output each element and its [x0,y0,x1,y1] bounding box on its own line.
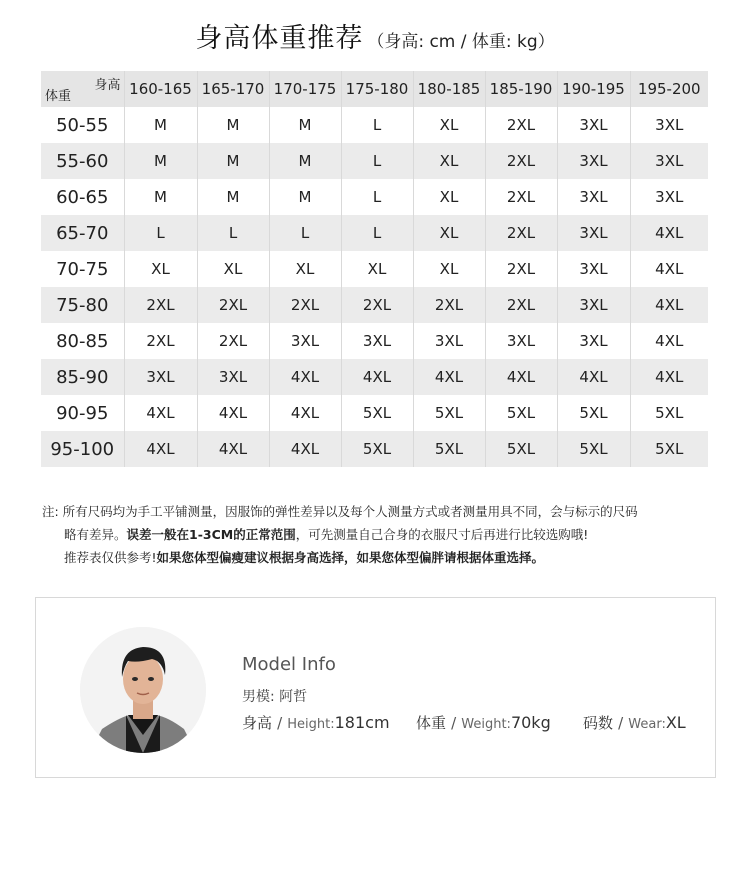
height-column-header: 195-200 [630,71,708,107]
size-cell: 5XL [413,431,485,467]
weight-range-cell: 55-60 [41,143,124,179]
size-cell: 5XL [630,395,708,431]
size-cell: 2XL [485,107,557,143]
size-cell: 4XL [630,287,708,323]
size-cell: XL [413,179,485,215]
weight-value: 70kg [510,713,551,732]
table-row [41,179,708,215]
size-cell: M [124,107,197,143]
corner-weight-label: 体重 [45,89,72,104]
size-cell: XL [124,251,197,287]
size-cell: 3XL [557,107,630,143]
size-cell: L [341,143,413,179]
size-cell: M [197,179,269,215]
model-info-card [35,597,716,778]
size-cell: 4XL [630,359,708,395]
height-value: 181cm [334,713,390,732]
size-cell: 5XL [341,395,413,431]
size-cell: 5XL [630,431,708,467]
size-cell: 5XL [413,395,485,431]
size-cell: XL [197,251,269,287]
size-cell: 4XL [197,431,269,467]
weight-range-cell: 80-85 [41,323,124,359]
size-cell: 3XL [630,179,708,215]
weight-range-cell: 50-55 [41,107,124,143]
table-row [41,107,708,143]
size-cell: 2XL [485,143,557,179]
note-line-2-rest: ，可先测量自己合身的衣服尺寸后再进行比较选购哦! [295,527,589,542]
size-cell: 4XL [124,395,197,431]
model-measurements [242,712,712,733]
size-cell: 5XL [485,395,557,431]
size-cell: 3XL [197,359,269,395]
size-cell: 4XL [269,359,341,395]
weight-range-cell: 90-95 [41,395,124,431]
weight-label: 体重 [416,714,447,732]
size-cell: 4XL [269,431,341,467]
size-cell: L [124,215,197,251]
size-cell: 3XL [557,287,630,323]
size-cell: 4XL [413,359,485,395]
size-cell: 3XL [557,251,630,287]
size-cell: M [124,179,197,215]
table-row [41,143,708,179]
size-cell: M [197,107,269,143]
page-title [0,16,750,55]
model-height [242,712,416,733]
table-row [41,395,708,431]
size-cell: 3XL [269,323,341,359]
weight-range-cell: 85-90 [41,359,124,395]
size-cell: 2XL [413,287,485,323]
weight-range-cell: 75-80 [41,287,124,323]
model-wear [583,712,686,733]
note-line-2-bold: 误差一般在1-3CM的正常范围 [126,527,296,542]
size-cell: 4XL [124,431,197,467]
weight-en-label: Weight: [461,717,511,732]
height-label: 身高 [242,714,273,732]
table-row [41,215,708,251]
size-cell: 2XL [197,287,269,323]
height-en-label: Height: [287,717,335,732]
size-cell: 4XL [630,323,708,359]
size-cell: 5XL [557,431,630,467]
height-column-header: 165-170 [197,71,269,107]
note-line-1: 注: 所有尺码均为手工平铺测量，因服饰的弹性差异以及每个人测量方式或者测量用具不同，会与标示的尺码 [42,504,638,519]
wear-en-label: Wear: [628,717,666,732]
note-line-3 [42,546,732,569]
size-cell: 2XL [485,251,557,287]
weight-range-cell: 65-70 [41,215,124,251]
size-cell: 5XL [485,431,557,467]
height-column-header: 190-195 [557,71,630,107]
size-cell: 3XL [630,107,708,143]
size-cell: XL [413,143,485,179]
size-cell: 5XL [557,395,630,431]
size-cell: M [269,107,341,143]
size-cell: XL [413,107,485,143]
size-cell: 4XL [557,359,630,395]
title-units: （身高: cm / 体重: kg） [367,32,555,52]
corner-header-cell [41,71,124,107]
wear-separator: / [618,714,624,732]
model-name: 男模: 阿哲 [242,689,308,705]
size-cell: 4XL [630,251,708,287]
table-body [41,107,708,467]
note-line-2 [42,523,732,546]
table-row [41,251,708,287]
height-column-header: 185-190 [485,71,557,107]
title-text: 身高体重推荐 [195,23,364,54]
height-column-header: 170-175 [269,71,341,107]
model-info-title: Model Info [242,654,336,675]
size-cell: L [341,179,413,215]
model-portrait-icon [80,627,206,753]
size-cell: 4XL [269,395,341,431]
size-cell: XL [413,215,485,251]
size-cell: M [269,143,341,179]
note-line-2-plain: 略有差异。 [64,527,127,542]
size-cell: 3XL [557,143,630,179]
table-header-row [41,71,708,107]
size-cell: 2XL [485,179,557,215]
size-cell: 2XL [485,287,557,323]
weight-range-cell: 60-65 [41,179,124,215]
size-cell: 2XL [341,287,413,323]
size-cell: L [197,215,269,251]
size-cell: 4XL [197,395,269,431]
size-cell: 3XL [485,323,557,359]
wear-label: 码数 [583,714,614,732]
corner-height-label: 身高 [94,78,121,93]
size-cell: L [269,215,341,251]
size-cell: 3XL [557,179,630,215]
note-line-3-bold: 如果您体型偏瘦建议根据身高选择，如果您体型偏胖请根据体重选择。 [156,550,545,565]
size-cell: L [341,215,413,251]
table-row [41,359,708,395]
table-row [41,323,708,359]
size-cell: M [124,143,197,179]
size-chart-table [41,71,708,467]
size-note [42,500,732,569]
size-cell: 5XL [341,431,413,467]
size-cell: 3XL [630,143,708,179]
size-cell: 3XL [557,323,630,359]
table-row [41,431,708,467]
size-cell: 4XL [341,359,413,395]
weight-range-cell: 95-100 [41,431,124,467]
size-cell: XL [413,251,485,287]
size-cell: 4XL [485,359,557,395]
weight-separator: / [451,714,457,732]
size-cell: 3XL [557,215,630,251]
height-column-header: 160-165 [124,71,197,107]
size-cell: 2XL [124,287,197,323]
size-cell: 3XL [413,323,485,359]
size-cell: L [341,107,413,143]
height-column-header: 175-180 [341,71,413,107]
size-cell: 2XL [124,323,197,359]
size-cell: 3XL [124,359,197,395]
model-weight [416,712,583,733]
size-cell: 2XL [485,215,557,251]
size-cell: 4XL [630,215,708,251]
model-avatar [80,627,206,753]
size-cell: XL [341,251,413,287]
note-line-3-plain: 推荐表仅供参考! [64,550,157,565]
height-separator: / [277,714,283,732]
size-cell: M [269,179,341,215]
size-cell: 3XL [341,323,413,359]
size-cell: M [197,143,269,179]
size-cell: 2XL [197,323,269,359]
weight-range-cell: 70-75 [41,251,124,287]
size-cell: XL [269,251,341,287]
height-column-header: 180-185 [413,71,485,107]
wear-value: XL [665,713,686,732]
size-cell: 2XL [269,287,341,323]
table-row [41,287,708,323]
